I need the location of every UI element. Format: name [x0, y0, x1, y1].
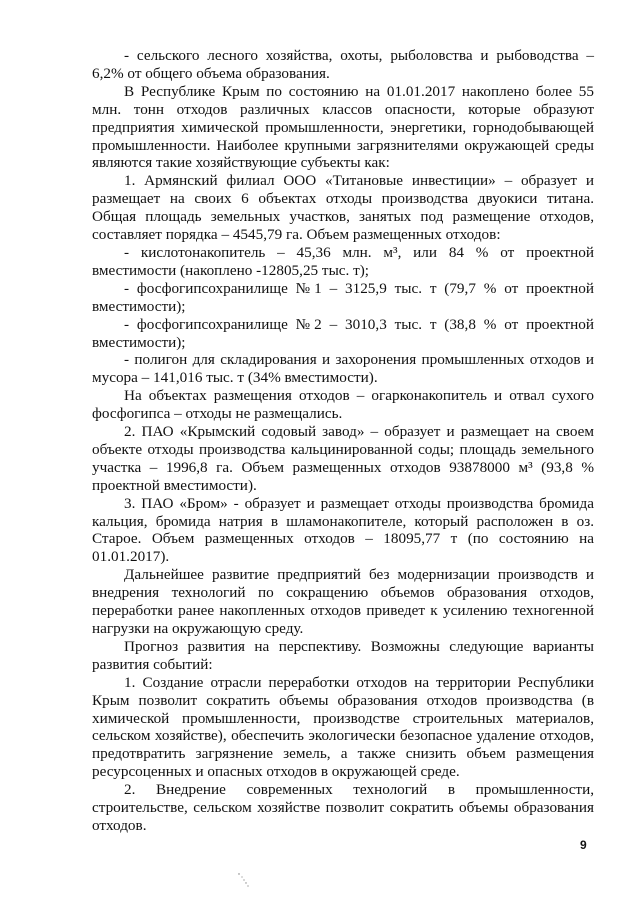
paragraph-landfill: - полигон для складирования и захоронения промышленных отходов и мусора – 141,016 тыс. т (34% вместимости). [92, 351, 594, 387]
paragraph-phosphogypsum-2: - фосфогипсохранилище №2 – 3010,3 тыс. т (38,8 % от проектной вместимости); [92, 315, 594, 351]
paragraph-further-development: Дальнейшее развитие предприятий без модернизации производств и внедрения технологий по сокращению объемов образования отходов, переработки ранее накопленных отходов приведет к усилению техногенной нагрузки на окружающую среду. [92, 566, 594, 637]
scan-speck-mark [236, 872, 250, 888]
paragraph-forestry-share: - сельского лесного хозяйства, охоты, рыболовства и рыбоводства – 6,2% от общего объема образования. [92, 47, 594, 82]
paragraph-no-placement: На объектах размещения отходов – огарконакопитель и отвал сухого фосфогипса – отходы не размещались. [92, 387, 594, 423]
paragraph-soda-plant: 2. ПАО «Крымский содовый завод» – образует и размещает на своем объекте отходы производства кальцинированной соды; площадь земельного участка – 1996,8 га. Объем размещенных отходов 93878000 м³ (93,8 % проектной вместимости). [92, 423, 594, 494]
paragraph-modern-technologies: 2. Внедрение современных технологий в промышленности, строительстве, сельском хозяйстве позволит сократить объемы образования отходов. [92, 781, 594, 834]
document-body [92, 47, 594, 835]
paragraph-forecast: Прогноз развития на перспективу. Возможны следующие варианты развития событий: [92, 637, 594, 673]
page-number: 9 [580, 838, 587, 852]
paragraph-recycling-industry: 1. Создание отрасли переработки отходов на территории Республики Крым позволит сократить объемы образования отходов производства (в химической промышленности, производстве строительных материалов, сельском хозяйстве), обеспечить экологически безопасное удаление отходов, предотвратить загрязнение земель, а также снизить объем размещения ресурсоценных и опасных отходов в окружающей среде. [92, 673, 594, 781]
paragraph-phosphogypsum-1: - фосфогипсохранилище №1 – 3125,9 тыс. т (79,7 % от проектной вместимости); [92, 279, 594, 315]
paragraph-accumulated-waste: В Республике Крым по состоянию на 01.01.2017 накоплено более 55 млн. тонн отходов различных классов опасности, которые образуют предприятия химической промышленности, энергетики, горнодобывающей промышленности. Наиболее крупными загрязнителями окружающей среды являются такие хозяйствующие субъекты как: [92, 82, 594, 172]
paragraph-titanium-investments: 1. Армянский филиал ООО «Титановые инвестиции» – образует и размещает на своих 6 объектах отходы производства двуокиси титана. Общая площадь земельных участков, занятых под размещение отходов, составляет порядка – 4545,79 га. Объем размещенных отходов: [92, 172, 594, 244]
paragraph-brom: 3. ПАО «Бром» - образует и размещает отходы производства бромида кальция, бромида натрия в шламонакопителе, который расположен в оз. Старое. Объем размещенных отходов – 18095,77 т (по состоянию на 01.01.2017). [92, 494, 594, 566]
paragraph-acid-storage: - кислотонакопитель – 45,36 млн. м³, или 84 % от проектной вместимости (накоплено -12805,25 тыс. т); [92, 243, 594, 279]
